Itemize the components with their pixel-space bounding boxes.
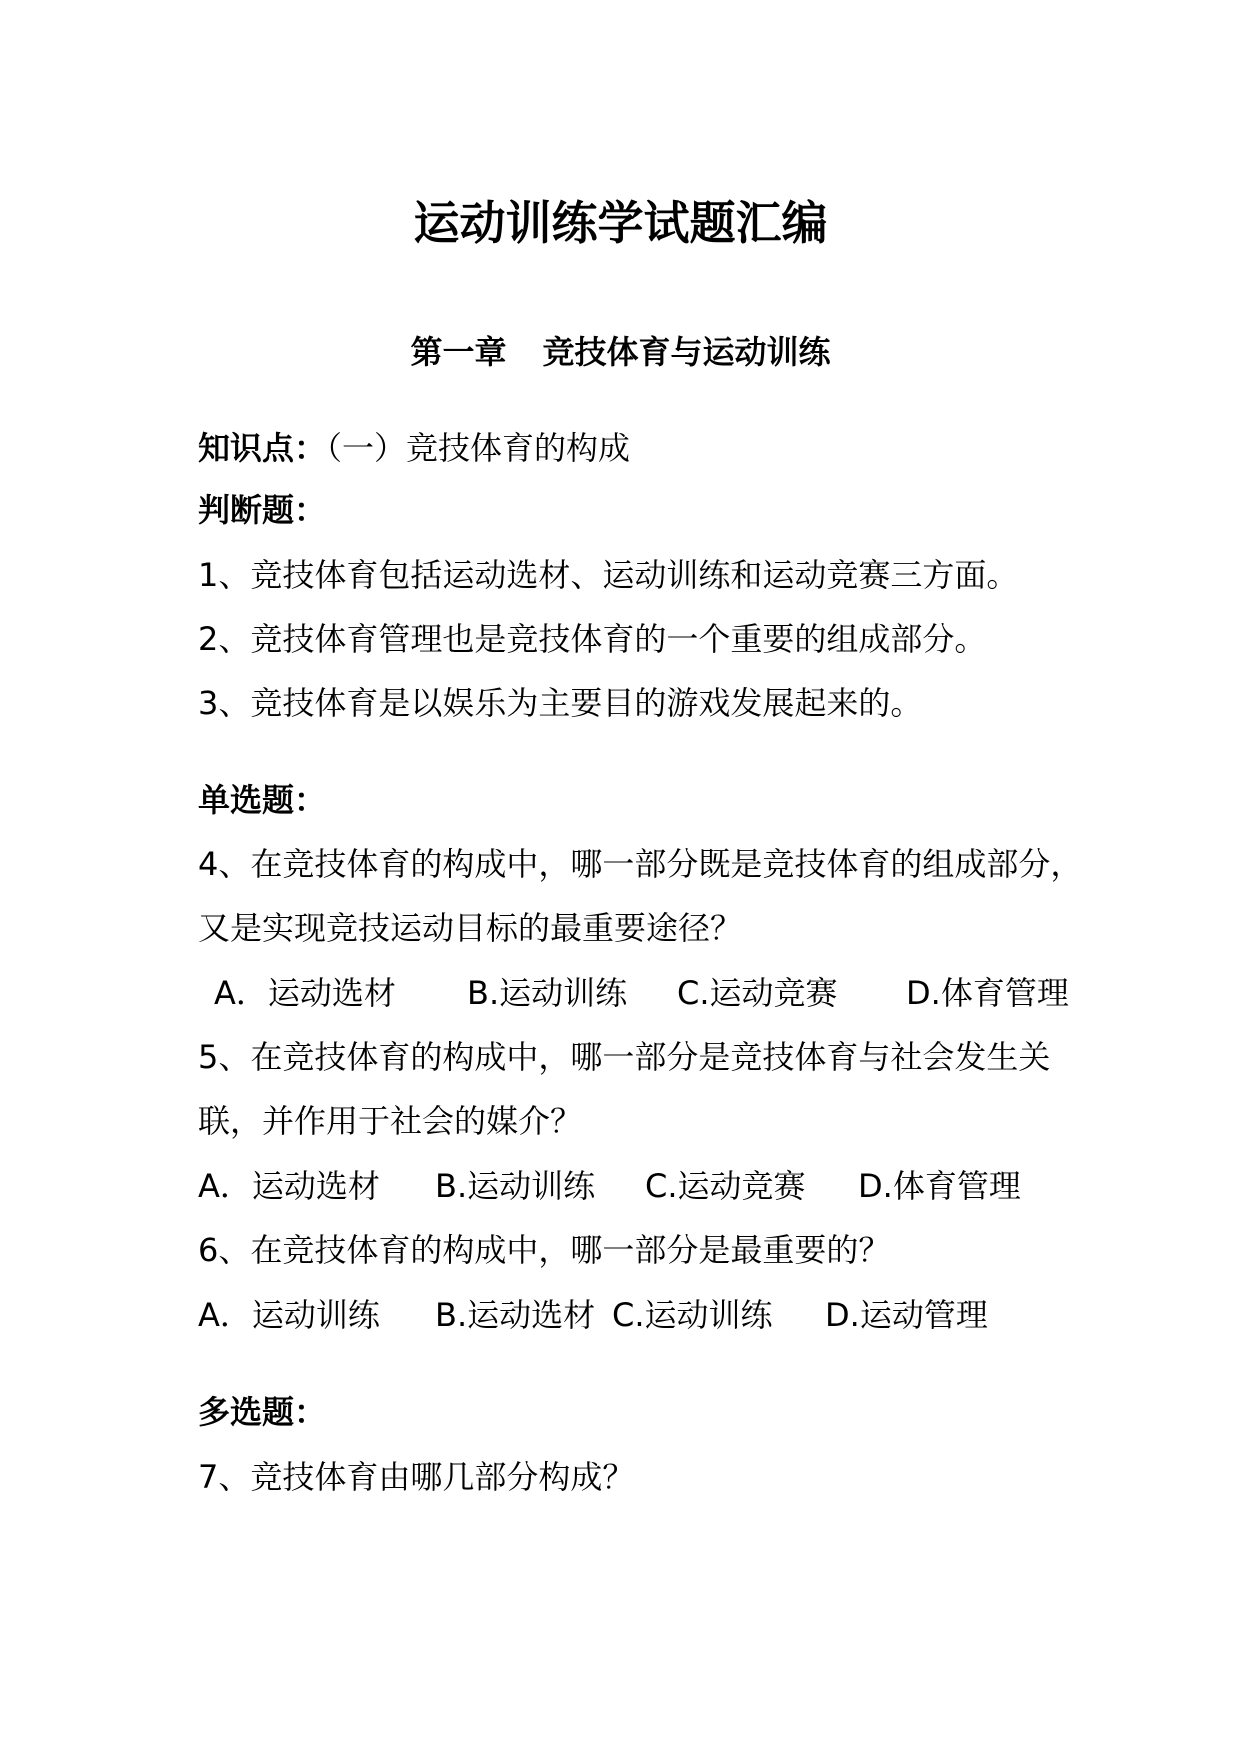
question-3: 3、竞技体育是以娱乐为主要目的游戏发展起来的。 xyxy=(198,684,923,722)
question-1: 1、竞技体育包括运动选材、运动训练和运动竞赛三方面。 xyxy=(198,556,1019,594)
question-4-line-1: 4、在竞技体育的构成中，哪一部分既是竞技体育的组成部分， xyxy=(198,845,1083,883)
question-6: 6、在竞技体育的构成中，哪一部分是最重要的？ xyxy=(198,1231,891,1269)
question-5-line-2: 联，并作用于社会的媒介？ xyxy=(198,1102,583,1140)
q4-option-b: B.运动训练 xyxy=(467,974,628,1012)
question-4-options xyxy=(198,973,1069,1013)
question-7: 7、竞技体育由哪几部分构成？ xyxy=(198,1458,635,1496)
q4-option-c: C.运动竞赛 xyxy=(677,974,838,1012)
knowledge-point-label: 知识点： xyxy=(198,429,327,467)
chapter-name: 竞技体育与运动训练 xyxy=(542,333,831,371)
q5-option-d: D.体育管理 xyxy=(858,1167,1021,1205)
q6-option-c: C.运动训练 xyxy=(612,1296,773,1334)
question-5-line-1: 5、在竞技体育的构成中，哪一部分是竞技体育与社会发生关 xyxy=(198,1038,1051,1076)
q4-option-d: D.体育管理 xyxy=(906,974,1069,1012)
q5-option-a: A．运动选材 xyxy=(198,1167,380,1205)
q6-option-d: D.运动管理 xyxy=(825,1296,988,1334)
q6-option-a: A．运动训练 xyxy=(198,1296,380,1334)
question-6-options xyxy=(198,1295,988,1335)
q6-option-b: B.运动选材 xyxy=(435,1296,596,1334)
question-2: 2、竞技体育管理也是竞技体育的一个重要的组成部分。 xyxy=(198,620,987,658)
section-multiple-choice: 多选题： xyxy=(198,1393,327,1431)
chapter-number: 第一章 xyxy=(410,333,507,371)
knowledge-point xyxy=(198,428,630,468)
question-5-options xyxy=(198,1166,1021,1206)
document-title: 运动训练学试题汇编 xyxy=(413,196,828,250)
q4-option-a: A．运动选材 xyxy=(214,974,396,1012)
chapter-heading xyxy=(0,332,1241,372)
section-true-false: 判断题： xyxy=(198,491,327,529)
section-single-choice: 单选题： xyxy=(198,781,327,819)
knowledge-point-text: （一）竞技体育的构成 xyxy=(326,429,631,467)
q5-option-b: B.运动训练 xyxy=(435,1167,596,1205)
question-4-line-2: 又是实现竞技运动目标的最重要途径？ xyxy=(198,909,743,947)
q5-option-c: C.运动竞赛 xyxy=(645,1167,806,1205)
